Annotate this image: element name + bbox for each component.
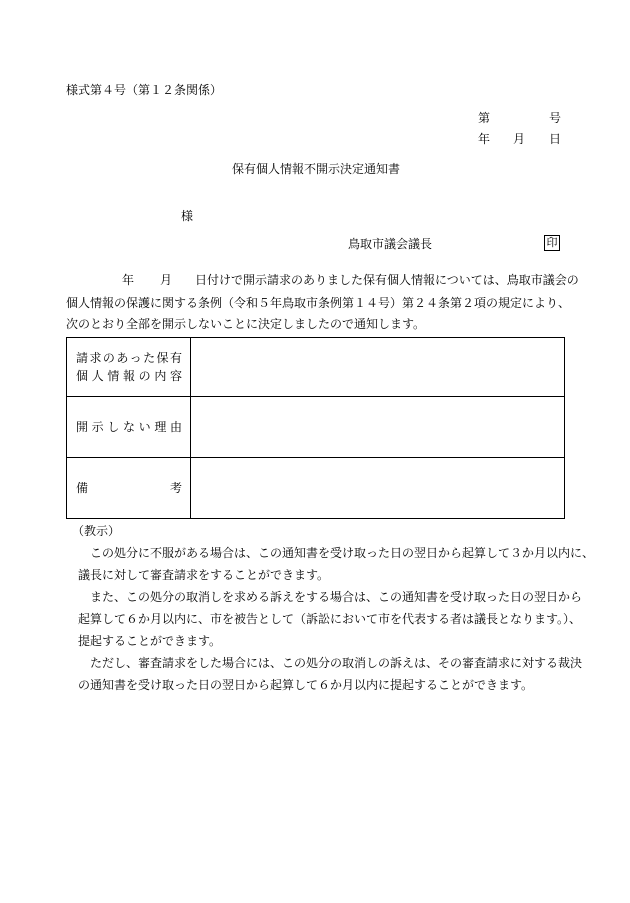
value-cell-remarks bbox=[191, 458, 565, 519]
label-remarks-left: 備 bbox=[76, 481, 89, 495]
notice-p2-line-2: 起算して６か月以内に、市を被告として（訴訟において市を代表する者は議長となります。）、 bbox=[78, 612, 582, 626]
label-reason: 開示しない理由 bbox=[76, 420, 182, 434]
seal-mark: 印 bbox=[544, 235, 560, 251]
issuer-name: 鳥取市議会議長 bbox=[348, 237, 433, 251]
doc-number-go: 号 bbox=[549, 111, 562, 125]
notice-heading: （教示） bbox=[72, 524, 121, 538]
label-cell-reason bbox=[67, 397, 191, 458]
table-row-reason bbox=[67, 397, 565, 458]
intro-line-1: 日付けで開示請求のありました保有個人情報については、鳥取市議会の bbox=[195, 273, 579, 287]
label-remarks-right: 考 bbox=[169, 481, 182, 495]
form-number: 様式第４号（第１２条関係） bbox=[66, 83, 223, 97]
table-row-content bbox=[67, 338, 565, 397]
intro-line-2: 個人情報の保護に関する条例（令和５年鳥取市条例第１４号）第２４条第２項の規定により、 bbox=[66, 296, 571, 310]
notice-p1-line-1: この処分に不服がある場合は、この通知書を受け取った日の翌日から起算して３か月以内に、 bbox=[90, 546, 595, 560]
notice-p2-line-3: 提起することができます。 bbox=[78, 634, 222, 648]
notice-p2-line-1: また、この処分の取消しを求める訴えをする場合は、この通知書を受け取った日の翌日から bbox=[90, 590, 583, 604]
doc-number-dai: 第 bbox=[478, 111, 491, 125]
label-cell-remarks bbox=[67, 458, 191, 519]
intro-month: 月 bbox=[160, 273, 173, 287]
intro-year: 年 bbox=[122, 273, 135, 287]
date-day: 日 bbox=[549, 132, 562, 146]
notice-p3-line-2: の通知書を受け取った日の翌日から起算して６か月以内に提起することができます。 bbox=[78, 678, 534, 692]
intro-line-3: 次のとおり全部を開示しないことに決定しましたので通知します。 bbox=[66, 317, 426, 331]
date-month: 月 bbox=[513, 132, 526, 146]
info-table bbox=[66, 337, 565, 519]
label-content-line-1: 請求のあった保有 bbox=[76, 351, 182, 365]
notice-p1-line-2: 議長に対して審査請求をすることができます。 bbox=[78, 568, 330, 582]
value-cell-content bbox=[191, 338, 565, 397]
notice-p3-line-1: ただし、審査請求をした場合には、この処分の取消しの訴えは、その審査請求に対する裁決 bbox=[90, 656, 583, 670]
document-title: 保有個人情報不開示決定通知書 bbox=[232, 162, 401, 176]
addressee-sama: 様 bbox=[181, 209, 194, 223]
table-row-remarks bbox=[67, 458, 565, 519]
value-cell-reason bbox=[191, 397, 565, 458]
label-cell-content bbox=[67, 338, 191, 397]
label-content-line-2: 個人情報の内容 bbox=[76, 369, 182, 383]
date-year: 年 bbox=[478, 132, 491, 146]
